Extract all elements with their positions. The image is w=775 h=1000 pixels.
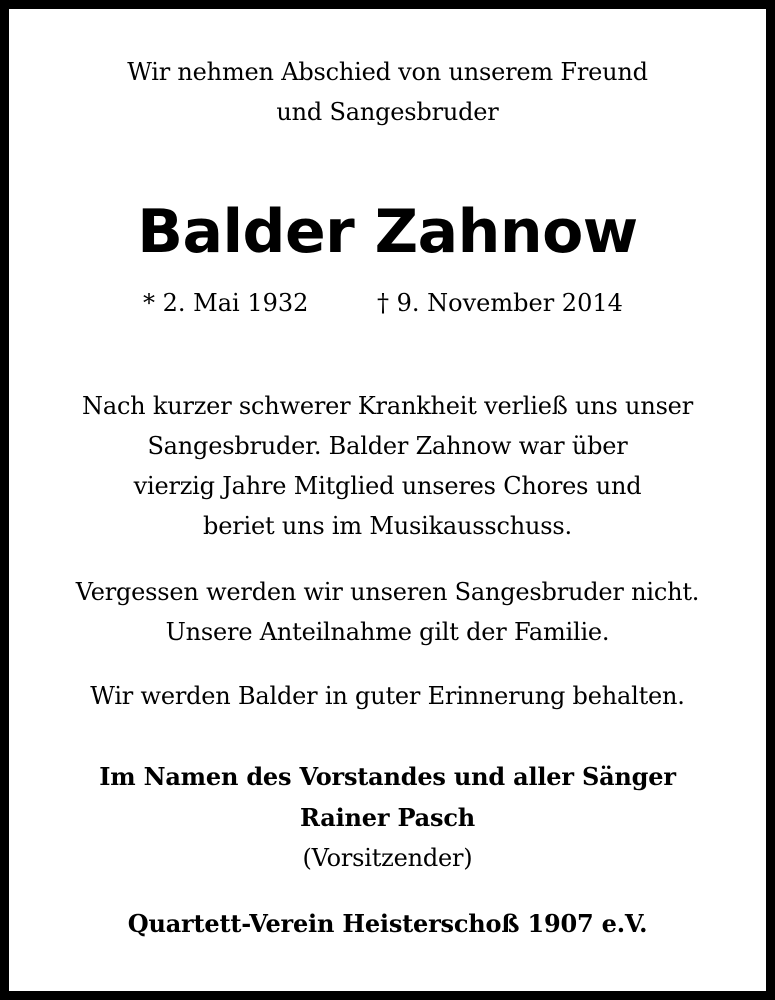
deceased-name: Balder Zahnow: [137, 197, 638, 267]
paragraph2-line-1: Vergessen werden wir unseren Sangesbruder nicht.: [75, 578, 700, 606]
paragraph1-line-2: Sangesbruder. Balder Zahnow war über: [147, 432, 628, 460]
paragraph1-line-4: beriet uns im Musikausschuss.: [203, 512, 572, 540]
paragraph2-line-2: Unsere Anteilnahme gilt der Familie.: [165, 618, 610, 646]
paragraph1-line-3: vierzig Jahre Mitglied unseres Chores und: [133, 472, 642, 500]
intro-line-1: Wir nehmen Abschied von unserem Freund: [127, 58, 648, 86]
club-name: Quartett-Verein Heisterschoß 1907 e.V.: [127, 909, 648, 938]
signature-role: (Vorsitzender): [302, 844, 473, 872]
intro-line-2: und Sangesbruder: [276, 98, 499, 126]
death-date: † 9. November 2014: [377, 289, 623, 317]
paragraph3: Wir werden Balder in guter Erinnerung behalten.: [90, 682, 685, 710]
birth-date: * 2. Mai 1932: [143, 289, 309, 317]
life-dates: [9, 285, 766, 321]
signature-name: Rainer Pasch: [299, 803, 475, 832]
paragraph1-line-1: Nach kurzer schwerer Krankheit verließ uns unser: [82, 392, 693, 420]
signature-on-behalf: Im Namen des Vorstandes und aller Sänger: [99, 762, 676, 791]
